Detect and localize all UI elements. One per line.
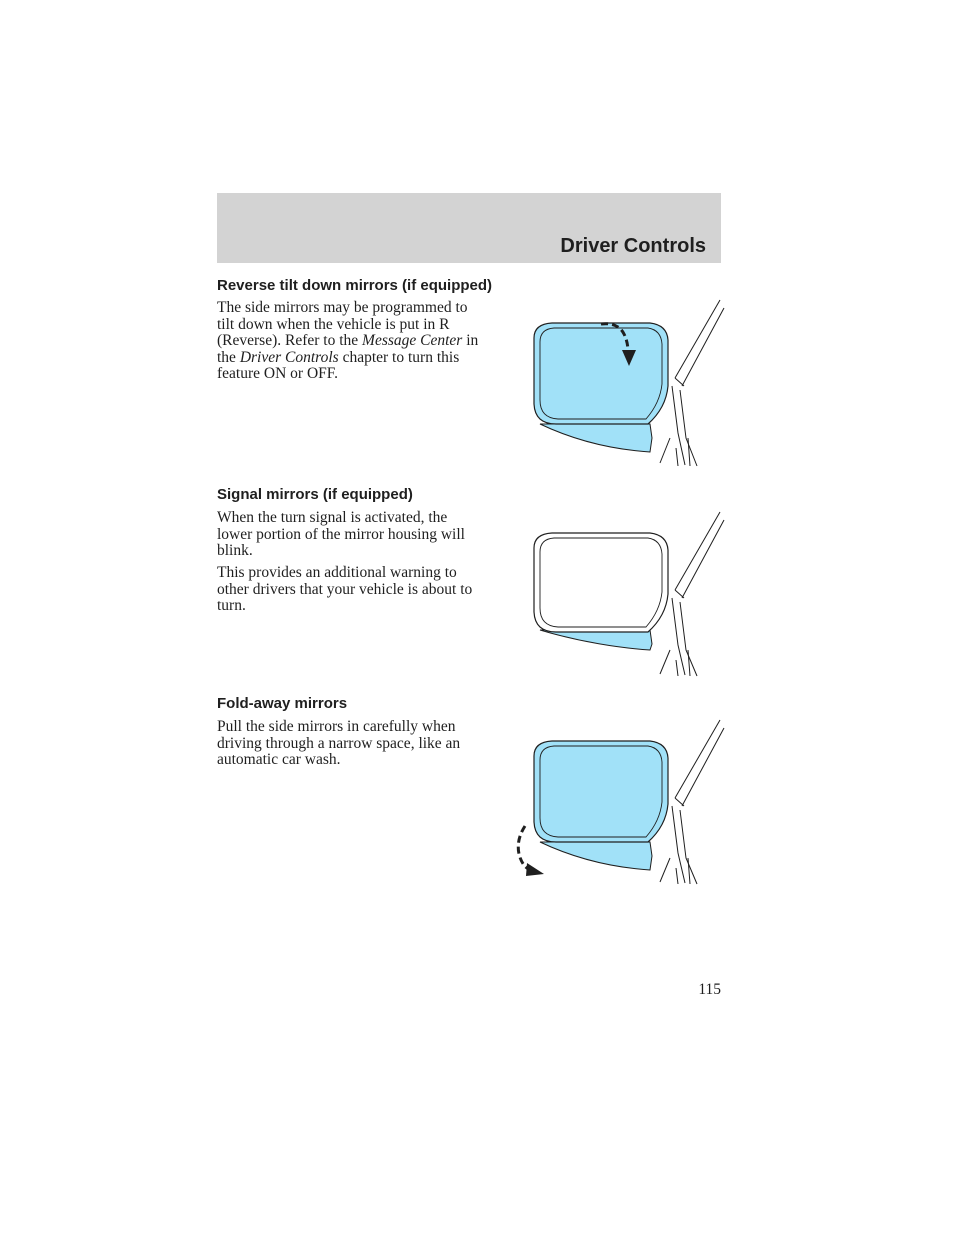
section-heading-signal-mirrors: Signal mirrors (if equipped) bbox=[217, 486, 413, 503]
signal-mirrors-paragraph-1: When the turn signal is activated, the lower portion of the mirror housing will blink. bbox=[217, 509, 465, 559]
fold-away-mirror-illustration bbox=[500, 716, 730, 888]
driver-controls-reference: Driver Controls bbox=[239, 348, 339, 366]
signal-blink-area bbox=[540, 630, 652, 650]
mirror-glass bbox=[540, 538, 662, 627]
reverse-tilt-mirror-illustration bbox=[500, 298, 730, 470]
fold-arrow-dashed bbox=[518, 826, 530, 870]
reverse-tilt-text-2: in the bbox=[217, 332, 479, 366]
reverse-tilt-text-1: The side mirrors may be programmed to tilt down when the vehicle is put in R (Reverse). Refer to the bbox=[217, 299, 468, 349]
reverse-tilt-paragraph bbox=[217, 300, 479, 383]
section-heading-fold-away: Fold-away mirrors bbox=[217, 695, 348, 712]
fold-arrow-head-icon bbox=[526, 863, 544, 876]
page-number: 115 bbox=[698, 981, 721, 998]
signal-mirror-illustration bbox=[500, 508, 730, 680]
header-band bbox=[217, 193, 721, 263]
fold-away-paragraph: Pull the side mirrors in carefully when driving through a narrow space, like an automatic car wash. bbox=[217, 718, 461, 768]
page-title: Driver Controls bbox=[560, 235, 706, 257]
mirror-glass bbox=[540, 746, 662, 837]
section-heading-reverse-tilt: Reverse tilt down mirrors (if equipped) bbox=[217, 277, 493, 294]
mirror-glass bbox=[540, 328, 662, 419]
reverse-tilt-text-3: chapter to turn this feature ON or OFF. bbox=[217, 348, 460, 382]
signal-mirrors-paragraph-2: This provides an additional warning to other drivers that your vehicle is about to turn. bbox=[217, 564, 473, 614]
message-center-reference: Message Center bbox=[362, 332, 463, 349]
